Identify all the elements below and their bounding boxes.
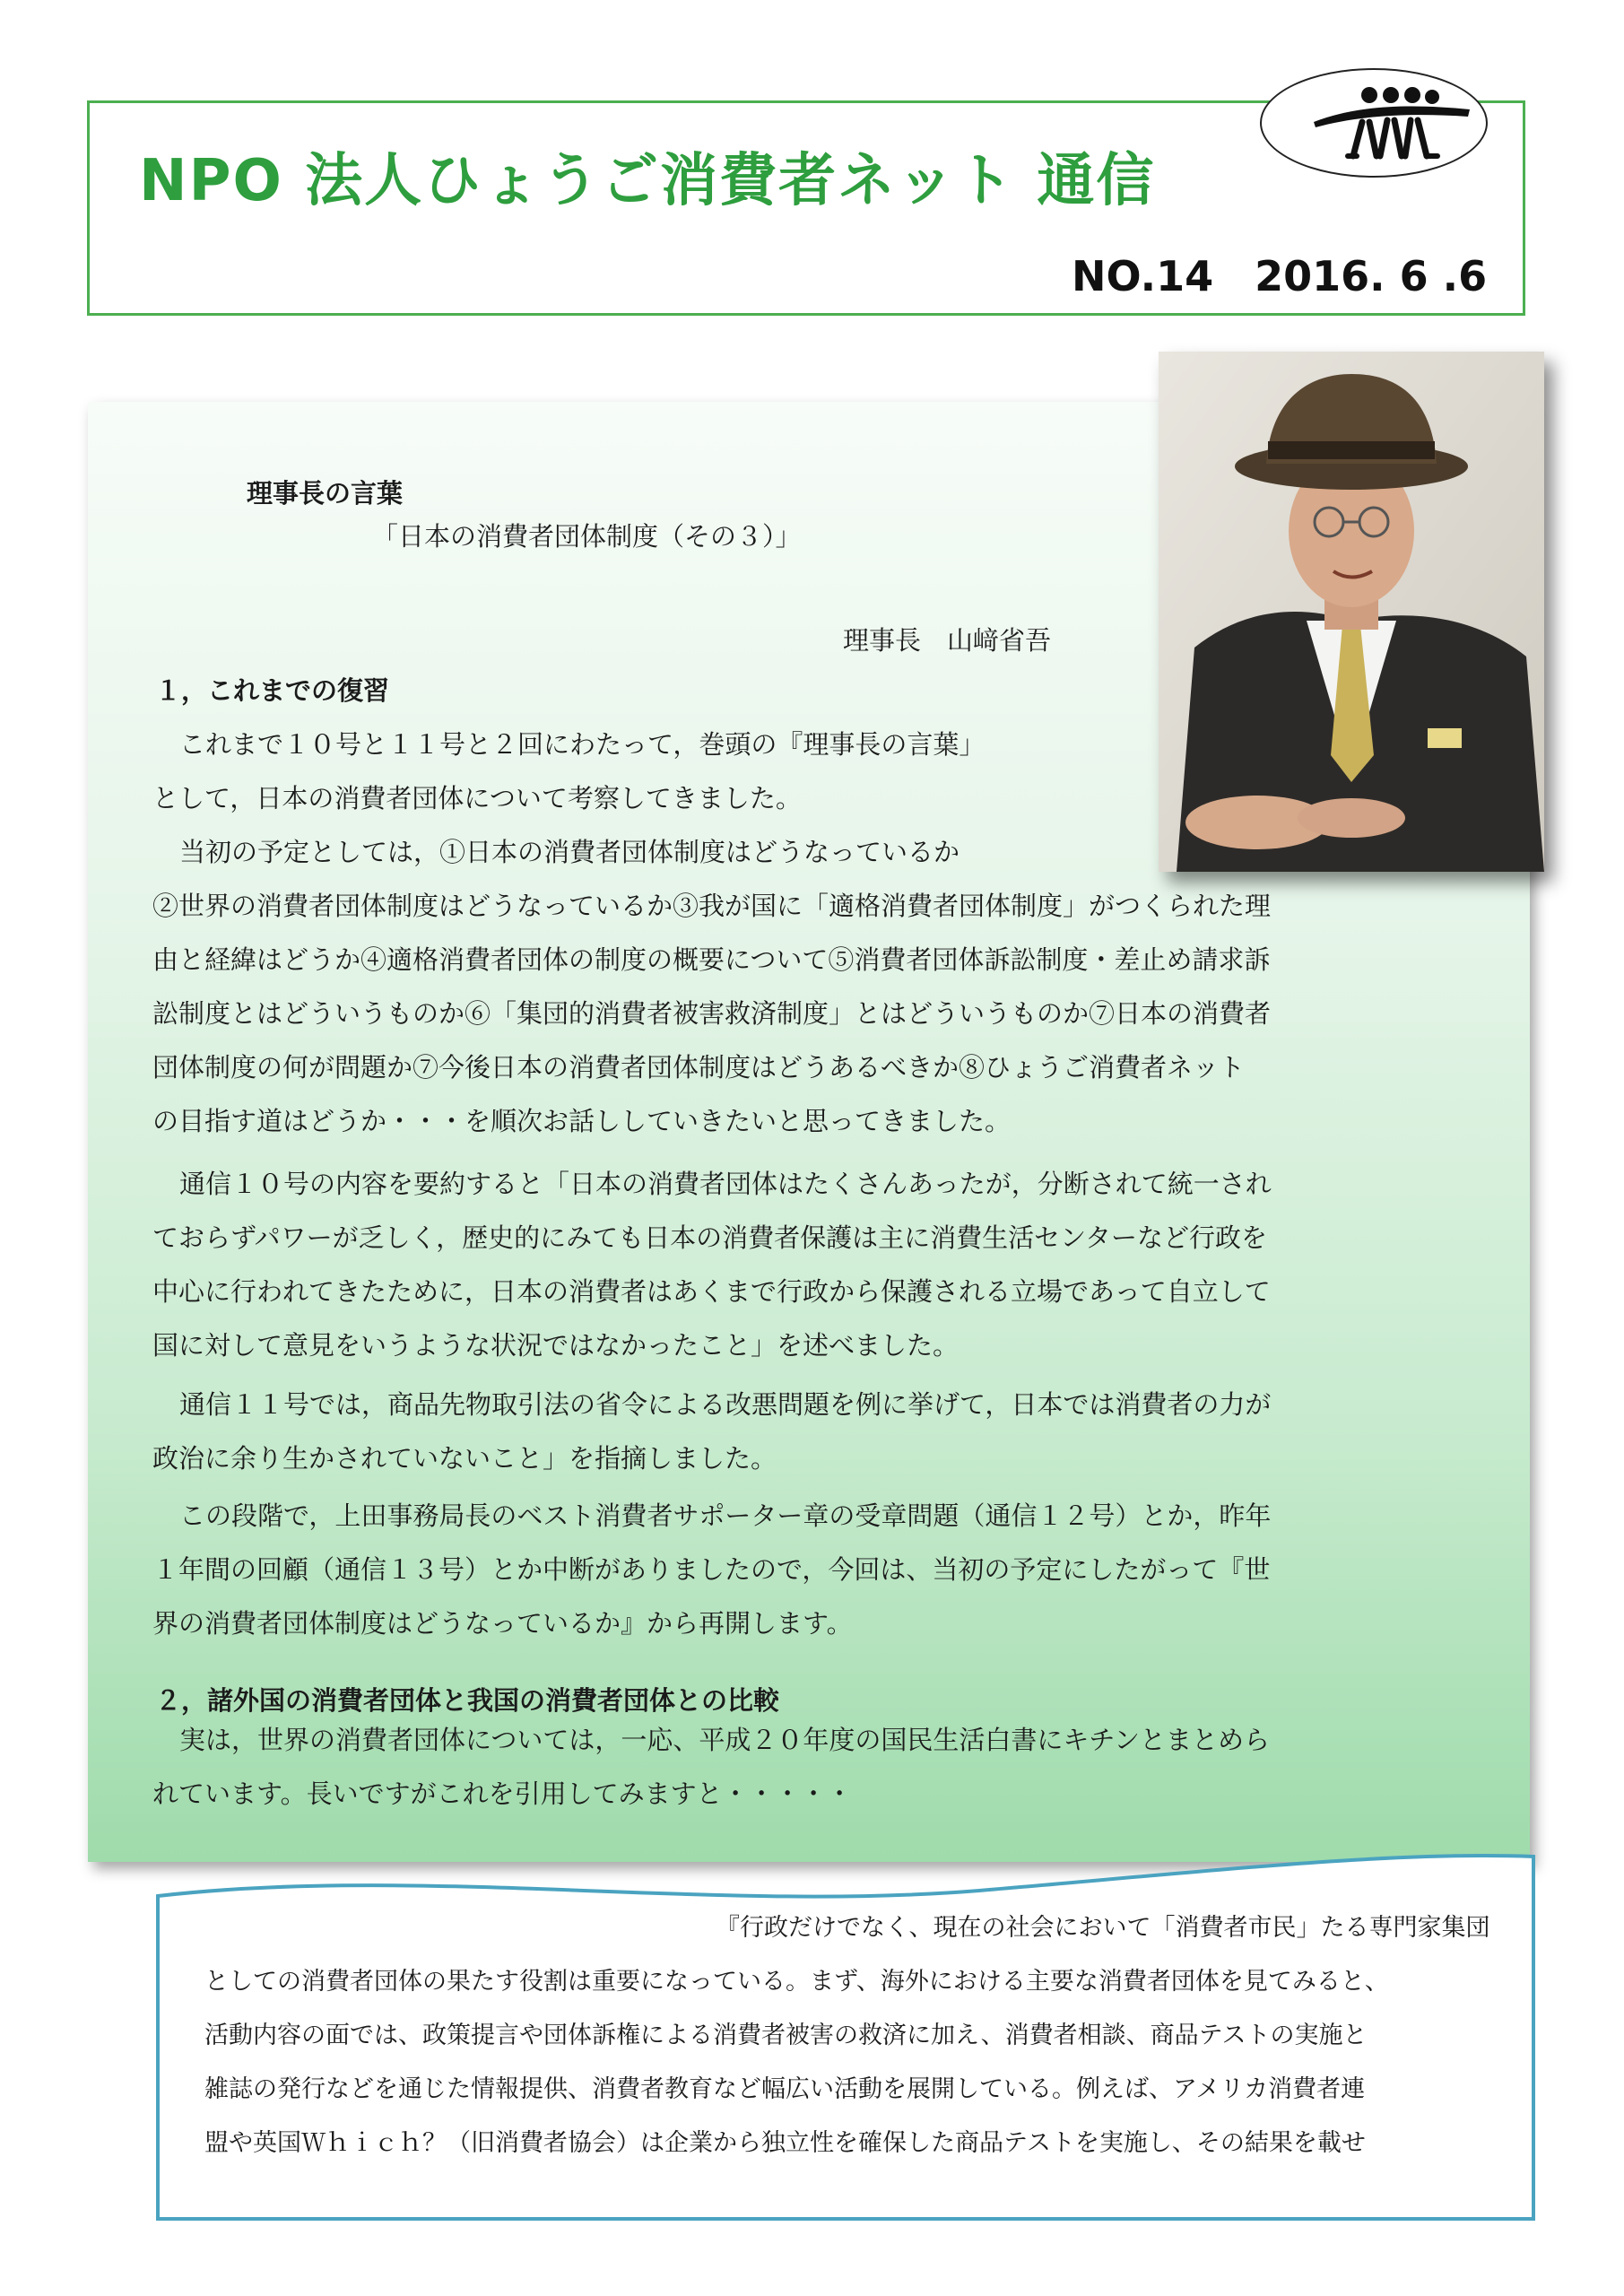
heading-2: ２，諸外国の消費者団体と我国の消費者団体との比較 xyxy=(155,1685,780,1716)
text-line: 通信１０号の内容を要約すると「日本の消費者団体はたくさんあったが，分断されて統一され xyxy=(179,1169,1272,1199)
text-line: 当初の予定としては，①日本の消費者団体制度はどうなっているか xyxy=(179,837,960,867)
paragraph-2 xyxy=(152,825,1272,1148)
text-line: 通信１１号では，商品先物取引法の省令による改悪問題を例に挙げて，日本では消費者の力が xyxy=(179,1389,1272,1420)
text-line: れています。長いですがこれを引用してみますと・・・・・ xyxy=(152,1779,853,1809)
text-line: 団体制度の何が問題か⑦今後日本の消費者団体制度はどうあるべきか⑧ひょうご消費者ネット xyxy=(152,1052,1246,1083)
chairman-photo xyxy=(1159,352,1544,872)
quote-line: 活動内容の面では、政策提言や団体訴権による消費者被害の救済に加え、消費者相談、商品テストの実施と xyxy=(204,2022,1368,2049)
paragraph-4 xyxy=(152,1378,1272,1485)
paragraph-5 xyxy=(152,1489,1272,1650)
text-line: 訟制度とはどういうものか⑥「集団的消費者被害救済制度」とはどういうものか⑦日本の消費者 xyxy=(152,998,1272,1029)
quote-text xyxy=(204,1901,1489,2170)
text-line: この段階で，上田事務局長のベスト消費者サポーター章の受章問題（通信１２号）とか，昨年 xyxy=(179,1500,1272,1531)
quote-line: としての消費者団体の果たす役割は重要になっている。まず、海外における主要な消費者団体を見てみると、 xyxy=(204,1968,1389,1996)
paragraph-6 xyxy=(152,1713,1270,1821)
text-line: これまで１０号と１１号と２回にわたって，巻頭の『理事長の言葉」 xyxy=(179,729,986,760)
text-line: １年間の回顧（通信１３号）とか中断がありましたので，今回は、当初の予定にしたがって『世 xyxy=(152,1554,1271,1585)
quote-box xyxy=(154,1848,1540,2224)
text-line: の目指す道はどうか・・・を順次お話ししていきたいと思ってきました。 xyxy=(152,1106,1012,1136)
text-line: 実は，世界の消費者団体については，一応、平成２０年度の国民生活白書にキチンとまとめら xyxy=(179,1725,1270,1755)
section-label: 理事長の言葉 xyxy=(247,478,404,509)
paragraph-3 xyxy=(152,1157,1272,1372)
heading-1: １，これまでの復習 xyxy=(155,675,390,706)
text-line: として，日本の消費者団体について考察してきました。 xyxy=(152,783,802,813)
newsletter-title: NPO 法人ひょうご消費者ネット 通信 xyxy=(139,148,1156,214)
quote-line: 『行政だけでなく、現在の社会において「消費者市民」たる専門家集団 xyxy=(716,1914,1490,1942)
text-line: ②世界の消費者団体制度はどうなっているか③我が国に「適格消費者団体制度」がつくられた理 xyxy=(152,891,1272,921)
author-line: 理事長 山﨑省吾 xyxy=(843,625,1052,656)
text-line: 中心に行われてきたために，日本の消費者はあくまで行政から保護される立場であって自立して xyxy=(152,1276,1271,1307)
text-line: ておらずパワーが乏しく，歴史的にみても日本の消費者保護は主に消費生活センターなど行政を xyxy=(152,1222,1267,1253)
text-line: 国に対して意見をいうような状況ではなかったこと」を述べました。 xyxy=(152,1330,960,1361)
logo-icon xyxy=(1260,68,1488,178)
article-subtitle: 「日本の消費者団体制度（その３）」 xyxy=(372,521,802,552)
quote-line: 雑誌の発行などを通じた情報提供、消費者教育など幅広い活動を展開している。例えば、アメリカ消費者連 xyxy=(204,2075,1366,2103)
quote-line: 盟や英国Ｗｈｉｃｈ？（旧消費者協会）は企業から独立性を確保した商品テストを実施し、その結果を載せ xyxy=(204,2129,1366,2157)
issue-number-date: NO.14 2016. 6 .6 xyxy=(1072,252,1488,300)
paragraph-1 xyxy=(152,718,986,825)
text-line: 界の消費者団体制度はどうなっているか』から再開します。 xyxy=(152,1608,853,1639)
text-line: 由と経緯はどうか④適格消費者団体の制度の概要について⑤消費者団体訴訟制度・差止め請求訴 xyxy=(152,944,1271,975)
text-line: 政治に余り生かされていないこと」を指摘しました。 xyxy=(152,1443,777,1474)
